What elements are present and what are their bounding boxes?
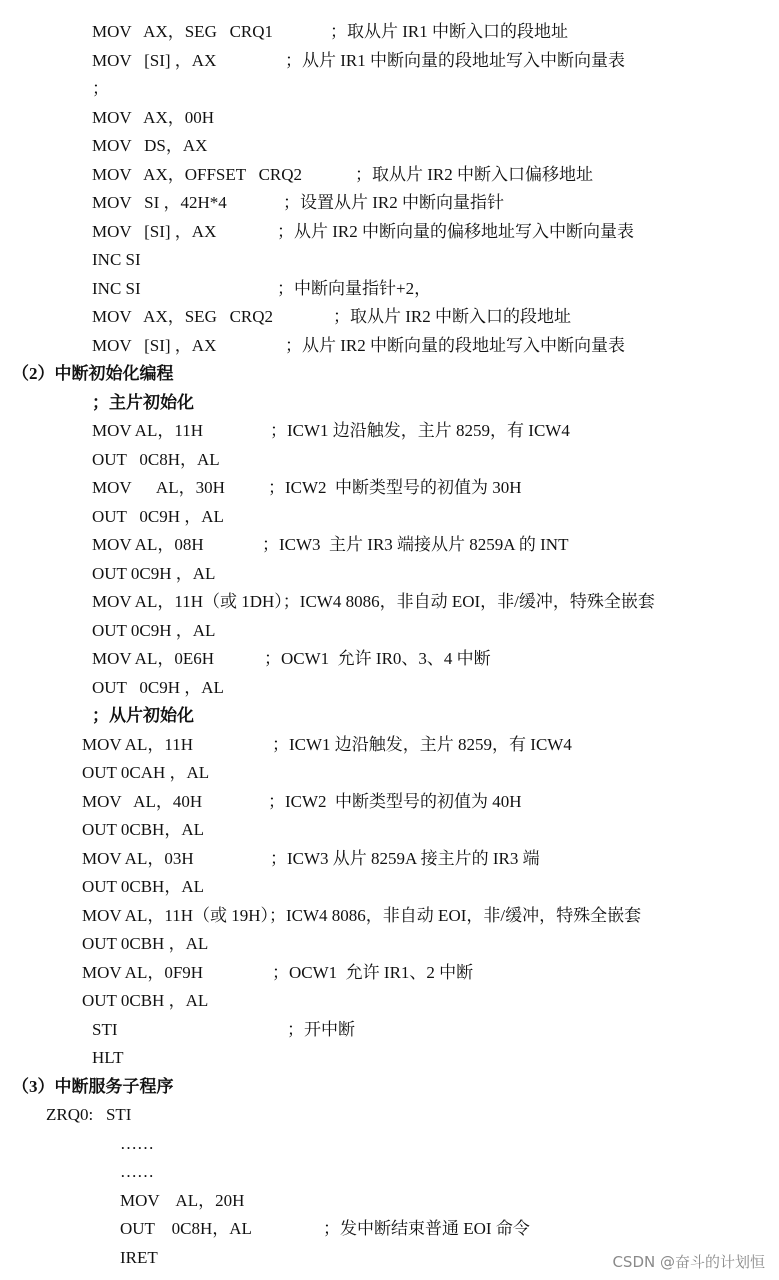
code-text: （3）中断服务子程序 (12, 1076, 174, 1096)
code-comment: ；ICW2 中断类型号的初值为 40H (268, 791, 522, 811)
code-line (0, 560, 779, 589)
subsection-label (0, 389, 779, 418)
code-text: MOV AX，00H (92, 107, 215, 127)
code-line (0, 645, 779, 674)
code-line (0, 873, 779, 902)
code-text: MOV [SI] ，AX (92, 221, 217, 241)
code-text: OUT 0C9H ，AL (92, 620, 216, 640)
document-body (0, 18, 779, 1272)
code-comment: ；ICW3 从片 8259A 接主片的 IR3 端 (270, 848, 540, 868)
code-text: HLT (92, 1048, 124, 1067)
code-line (0, 104, 779, 133)
code-line (0, 1187, 779, 1216)
code-line (0, 132, 779, 161)
code-text: OUT 0CBH，AL (82, 877, 204, 896)
code-comment: ；ICW2 中断类型号的初值为 30H (268, 478, 522, 497)
code-line (0, 332, 779, 361)
code-line (0, 959, 779, 988)
code-line (0, 1016, 779, 1045)
code-line (0, 816, 779, 845)
code-text: MOV AL，11H（或 1DH）；ICW4 8086，非自动 EOI，非/缓冲，特殊全嵌套 (92, 592, 655, 611)
code-text: MOV AL，0E6H (92, 649, 214, 668)
code-text: …… (120, 1162, 154, 1181)
code-line (0, 218, 779, 247)
watermark: CSDN @奋斗的计划恒 (612, 1253, 765, 1271)
code-comment: ；从片 IR2 中断向量的偏移地址写入中断向量表 (277, 221, 634, 241)
code-line (0, 588, 779, 617)
code-text: MOV AX，SEG CRQ2 (92, 307, 274, 326)
code-comment: ；中断向量指针+2， (277, 278, 432, 298)
code-comment: ；发中断结束普通 EOI 命令 (323, 1219, 530, 1238)
code-text: INC SI (92, 278, 141, 298)
code-line (0, 531, 779, 560)
code-text: OUT 0C9H ，AL (92, 563, 216, 583)
code-line (0, 731, 779, 760)
code-comment: ；开中断 (287, 1019, 355, 1039)
code-line (0, 1101, 779, 1130)
code-text: MOV AL，11H（或 19H）；ICW4 8086，非自动 EOI，非/缓冲，特殊全嵌套 (82, 905, 642, 925)
code-line (0, 788, 779, 817)
code-line (0, 161, 779, 190)
code-line (0, 845, 779, 874)
code-line (0, 446, 779, 475)
code-text: ZRQ0: STI (46, 1105, 132, 1124)
code-text: （2）中断初始化编程 (12, 364, 174, 383)
section-heading (0, 1073, 779, 1102)
code-comment: ；取从片 IR1 中断入口的段地址 (330, 22, 568, 41)
code-text: INC SI (92, 250, 141, 269)
code-comment: ；ICW1 边沿触发，主片 8259，有 ICW4 (272, 734, 572, 754)
code-text: MOV AL，11H (92, 421, 203, 440)
code-line (0, 759, 779, 788)
code-line (0, 275, 779, 304)
code-line (0, 674, 779, 703)
code-text: MOV AL，03H (82, 848, 194, 868)
code-text: MOV [SI] ，AX (92, 335, 217, 355)
code-line (0, 474, 779, 503)
code-line (0, 303, 779, 332)
code-text: OUT 0CBH ，AL (82, 991, 209, 1010)
code-text: ；主片初始化 (92, 392, 194, 412)
code-line (0, 47, 779, 76)
code-comment: ；ICW3 主片 IR3 端接从片 8259A 的 INT (262, 535, 569, 554)
code-line (0, 246, 779, 275)
code-line (0, 987, 779, 1016)
code-text: MOV AL，0F9H (82, 962, 204, 982)
code-text: OUT 0CBH ，AL (82, 934, 209, 953)
code-line (0, 75, 779, 104)
code-comment: ；设置从片 IR2 中断向量指针 (283, 193, 504, 212)
code-text: OUT 0C8H，AL (120, 1219, 252, 1238)
code-comment: ；从片 IR1 中断向量的段地址写入中断向量表 (285, 50, 625, 70)
code-line (0, 417, 779, 446)
code-comment: ；ICW1 边沿触发，主片 8259，有 ICW4 (270, 421, 570, 440)
code-text: ；从片初始化 (92, 706, 194, 725)
code-text: OUT 0CAH ，AL (82, 763, 210, 782)
code-line (0, 503, 779, 532)
code-text: OUT 0CBH，AL (82, 820, 204, 839)
section-heading (0, 360, 779, 389)
code-line (0, 1130, 779, 1159)
code-text: STI (92, 1019, 118, 1039)
code-text: OUT 0C8H，AL (92, 449, 220, 469)
code-line (0, 902, 779, 931)
code-text: MOV AX，OFFSET CRQ2 (92, 164, 303, 184)
code-comment: ；取从片 IR2 中断入口的段地址 (333, 307, 571, 326)
code-text: OUT 0C9H ，AL (92, 677, 224, 697)
code-text: MOV DS，AX (92, 136, 208, 155)
code-text: ； (92, 79, 109, 98)
code-comment: ；OCW1 允许 IR1、2 中断 (272, 962, 474, 982)
code-comment: ；从片 IR2 中断向量的段地址写入中断向量表 (285, 335, 625, 355)
subsection-label (0, 702, 779, 731)
code-line (0, 1215, 779, 1244)
code-text: MOV AL，20H (120, 1190, 245, 1210)
code-line (0, 189, 779, 218)
code-comment: ；OCW1 允许 IR0、3、4 中断 (264, 649, 491, 668)
code-line (0, 18, 779, 47)
code-text: MOV AL，08H (92, 535, 204, 554)
code-line (0, 617, 779, 646)
code-text: IRET (120, 1247, 158, 1267)
code-text: MOV AL，11H (82, 734, 193, 754)
code-line (0, 1044, 779, 1073)
code-line (0, 1158, 779, 1187)
code-text: …… (120, 1133, 154, 1153)
code-comment: ；取从片 IR2 中断入口偏移地址 (355, 164, 593, 184)
code-text: MOV AX，SEG CRQ1 (92, 22, 274, 41)
code-text: OUT 0C9H ，AL (92, 506, 224, 526)
code-line (0, 930, 779, 959)
code-text: MOV SI ，42H*4 (92, 193, 227, 212)
code-text: MOV AL，30H (92, 478, 225, 497)
code-text: MOV AL，40H (82, 791, 203, 811)
code-text: MOV [SI] ，AX (92, 50, 217, 70)
